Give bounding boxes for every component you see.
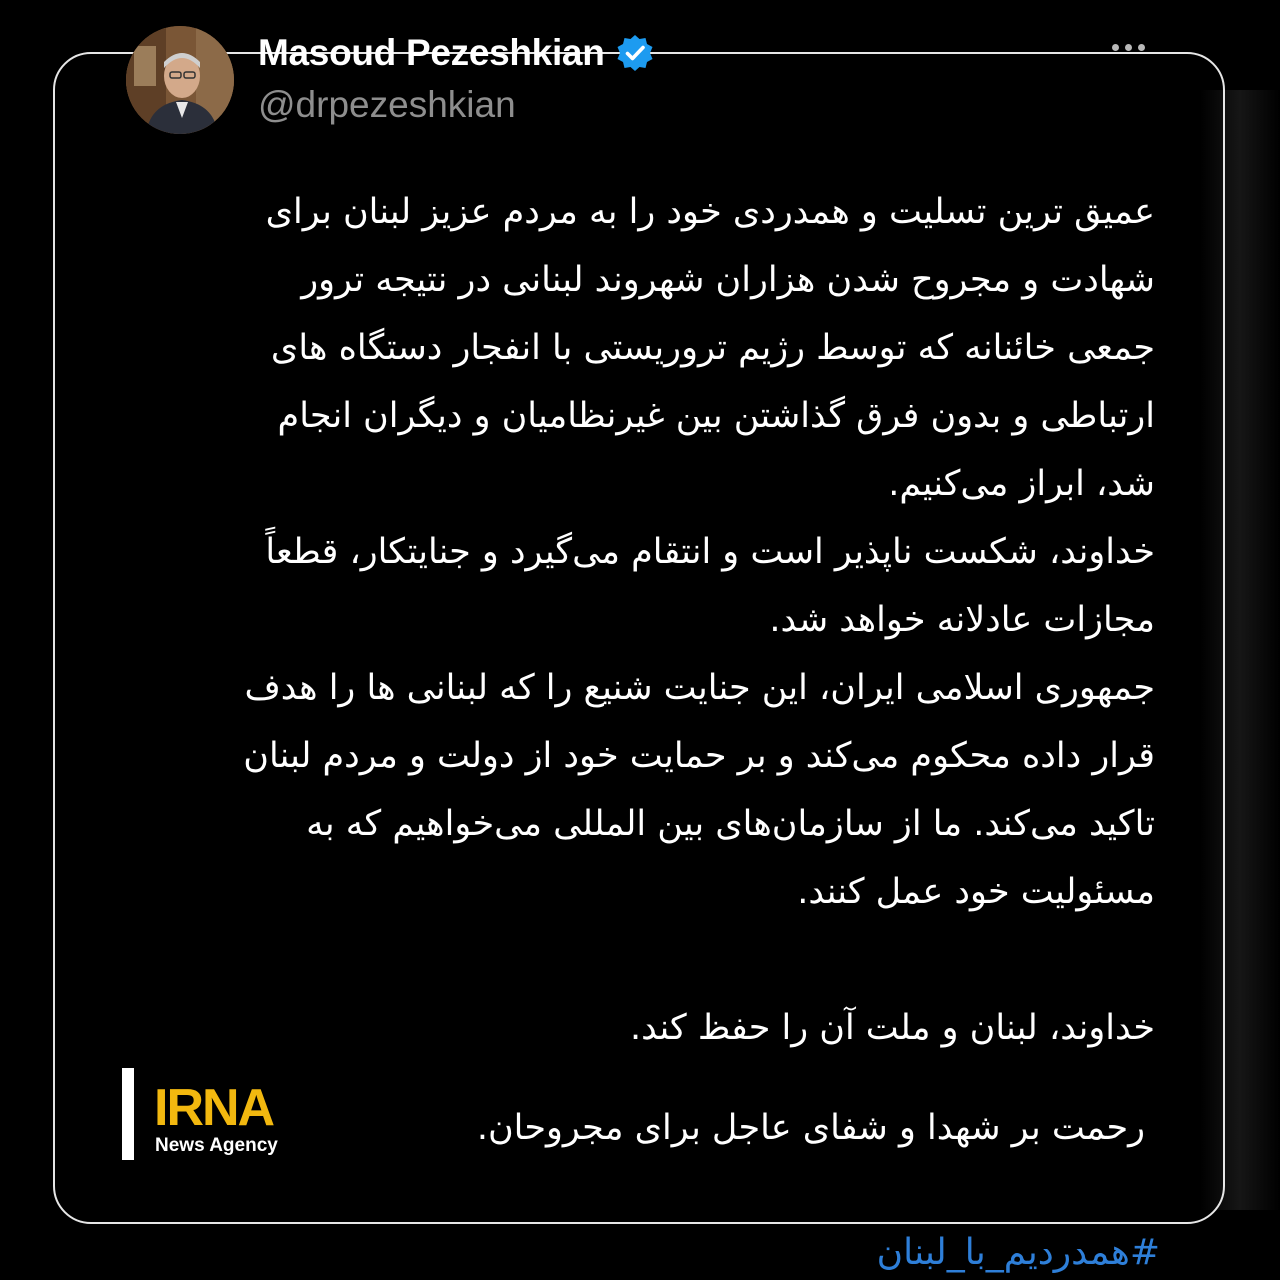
tweet-line: شد، ابراز می‌کنیم. bbox=[888, 464, 1155, 504]
tweet-line: عمیق ترین تسلیت و همدردی خود را به مردم عزیز لبنان برای bbox=[265, 192, 1155, 232]
more-horizontal-icon[interactable] bbox=[1112, 44, 1145, 51]
tweet-line: قرار داده محکوم می‌کند و بر حمایت خود از دولت و مردم لبنان bbox=[243, 736, 1155, 776]
author-handle[interactable]: @drpezeshkian bbox=[258, 84, 516, 125]
irna-logo-bar bbox=[122, 1068, 134, 1160]
author-display-name[interactable]: Masoud Pezeshkian bbox=[258, 32, 605, 73]
tweet-line: جمهوری اسلامی ایران، این جنایت شنیع را که لبنانی ها را هدف bbox=[244, 668, 1155, 708]
author-avatar[interactable] bbox=[126, 26, 234, 134]
portrait-avatar-icon bbox=[126, 26, 234, 134]
tweet-line: مسئولیت خود عمل کنند. bbox=[797, 872, 1155, 912]
irna-brand-text: IRNA bbox=[154, 1079, 274, 1137]
verified-badge-icon bbox=[615, 33, 655, 73]
tweet-line: ارتباطی و بدون فرق گذاشتن بین غیرنظامیان و دیگران انجام bbox=[277, 396, 1155, 436]
hashtag-link[interactable]: #همدردیم_با_لبنان bbox=[876, 1232, 1160, 1273]
paragraph-spacer bbox=[140, 926, 1155, 994]
author-name-row bbox=[258, 28, 655, 78]
irna-watermark-logo bbox=[122, 1066, 302, 1162]
tweet-line: جمعی خائنانه که توسط رژیم تروریستی با انفجار دستگاه های bbox=[270, 328, 1155, 368]
tweet-line: خداوند، لبنان و ملت آن را حفظ کند. bbox=[629, 1008, 1155, 1048]
irna-subtitle: News Agency bbox=[155, 1135, 278, 1156]
tweet-body bbox=[140, 178, 1155, 1062]
tweet-closing-line: رحمت بر شهدا و شفای عاجل برای مجروحان. bbox=[476, 1108, 1145, 1148]
tweet-line: خداوند، شکست ناپذیر است و انتقام می‌گیرد و جنایتکار، قطعاً bbox=[265, 532, 1155, 572]
tweet-line: شهادت و مجروح شدن هزاران شهروند لبنانی در نتیجه ترور bbox=[301, 260, 1155, 300]
tweet-line: تاکید می‌کند. ما از سازمان‌های بین المللی می‌خواهیم که به bbox=[306, 804, 1155, 844]
tweet-line: مجازات عادلانه خواهد شد. bbox=[769, 600, 1155, 640]
